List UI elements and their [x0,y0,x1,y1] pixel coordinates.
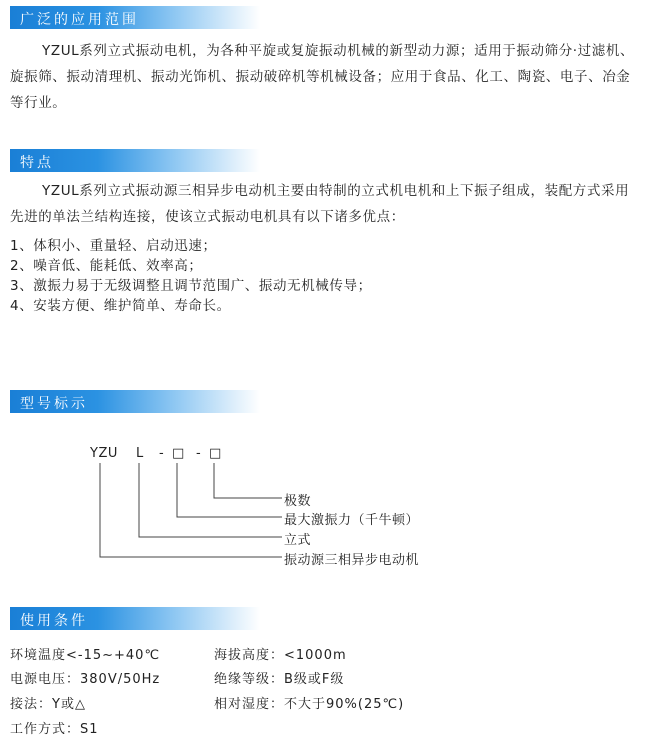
features-list-item: 1、体积小、重量轻、启动迅速； [10,238,217,254]
features-list-item: 3、激振力易于无级调整且调节范围广、振动无机械传导； [10,278,372,294]
section-title-features: 特点 [20,155,54,171]
condition-altitude: 海拔高度：<1000m [214,648,347,663]
condition-insulation: 绝缘等级：B级或F级 [214,672,345,687]
model-code-letter: L [136,446,144,461]
section-header-conditions [10,607,260,630]
model-label-poles: 极数 [284,494,312,509]
condition-duty: 工作方式：S1 [10,722,99,737]
connector-line-motor [100,463,282,557]
model-label-vertical: 立式 [284,533,312,548]
condition-wiring: 接法：Y或△ [10,697,86,712]
model-label-force: 最大激振力（千牛顿） [284,513,420,528]
applications-text: YZUL系列立式振动电机，为各种平旋或复旋振动机械的新型动力源；适用于振动筛分·过滤机、旋振筛、振动清理机、振动光饰机、振动破碎机等机械设备；应用于食品、化工、陶瓷、电子、冶金等行业。 [10,43,635,111]
model-label-motor: 振动源三相异步电动机 [284,553,420,568]
features-list-item: 2、噪音低、能耗低、效率高； [10,258,203,274]
model-code-prefix: YZU [90,446,118,461]
condition-voltage: 电源电压：380V/50Hz [10,672,161,687]
section-title-conditions: 使用条件 [20,613,88,629]
model-code-dash-1: - [159,446,165,461]
condition-temperature: 环境温度<-15~+40℃ [10,648,161,663]
model-code-box-1: □ [172,446,185,461]
connector-line-vertical [139,463,282,537]
connector-line-poles [214,463,282,498]
connector-line-force [177,463,282,517]
features-text: YZUL系列立式振动源三相异步电动机主要由特制的立式机电机和上下振子组成，装配方式采用先进的单法兰结构连接，使该立式振动电机具有以下诸多优点： [10,183,630,225]
condition-humidity: 相对湿度：不大于90%(25℃) [214,697,405,712]
section-title-applications: 广泛的应用范围 [20,12,139,28]
features-list-item: 4、安装方便、维护简单、寿命长。 [10,298,231,314]
section-title-model: 型号标示 [20,396,88,412]
model-code-dash-2: - [196,446,202,461]
model-code-box-2: □ [209,446,222,461]
